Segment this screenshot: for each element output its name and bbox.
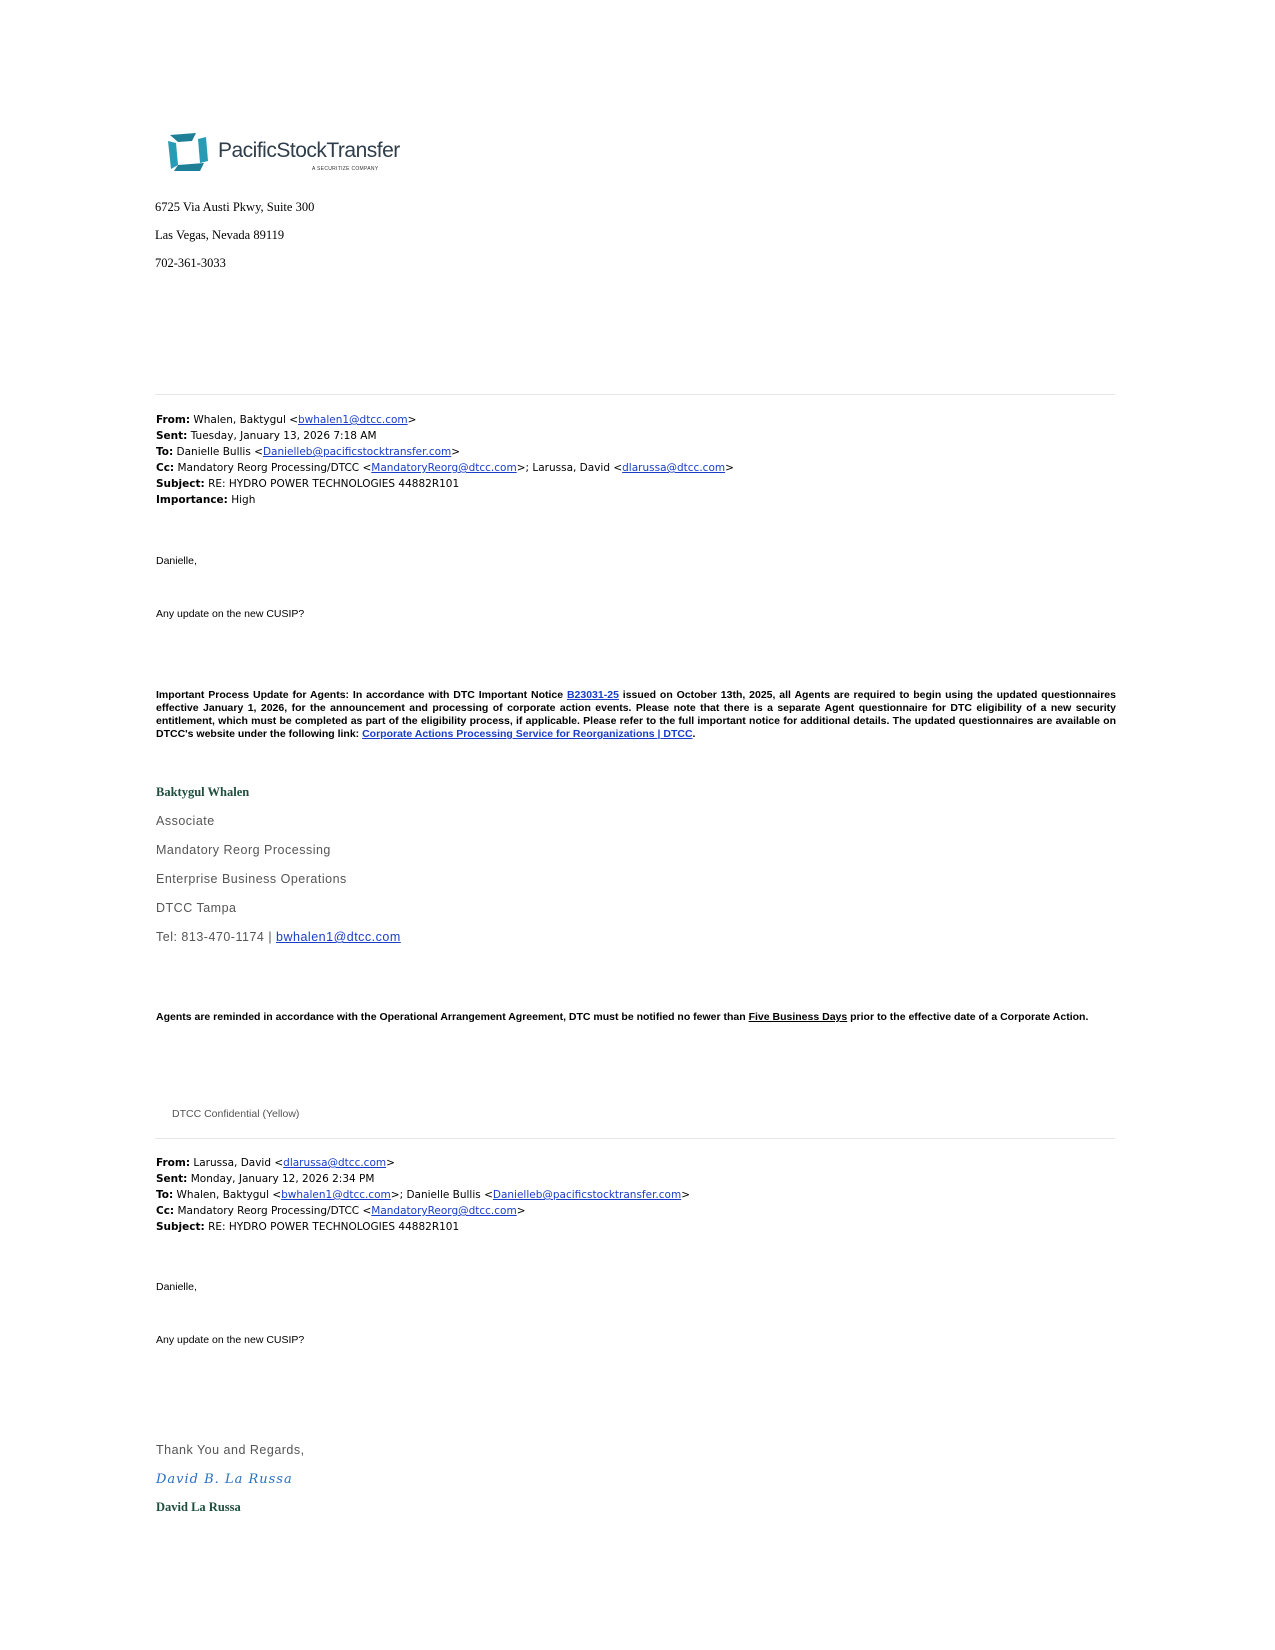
- cc-name: >; Larussa, David <: [516, 462, 623, 474]
- sent-label: Sent:: [156, 430, 188, 442]
- bracket: >: [451, 446, 461, 458]
- signature-name: David La Russa: [156, 1500, 241, 1514]
- bracket: >: [407, 414, 417, 426]
- reminder-text: prior to the effective date of a Corporate Action.: [847, 1011, 1089, 1023]
- notice-text: .: [692, 728, 696, 740]
- company-address-line2: Las Vegas, Nevada 89119: [155, 228, 285, 242]
- company-logo: [166, 131, 400, 176]
- to-name: Danielle Bullis <: [176, 446, 263, 458]
- to-email-link[interactable]: Danielleb@pacificstocktransfer.com: [262, 446, 452, 458]
- to-email-link[interactable]: Danielleb@pacificstocktransfer.com: [492, 1189, 682, 1201]
- to-label: To:: [156, 1189, 174, 1201]
- logo-subtitle: A SECURITIZE COMPANY: [312, 166, 379, 172]
- notice-link[interactable]: B23031-25: [566, 689, 619, 701]
- signature-tel: [156, 930, 401, 944]
- to-name: >; Danielle Bullis <: [390, 1189, 493, 1201]
- cc-email-link[interactable]: MandatoryReorg@dtcc.com: [371, 462, 517, 474]
- to-name: Whalen, Baktygul <: [176, 1189, 282, 1201]
- signature-dept: Mandatory Reorg Processing: [156, 843, 331, 857]
- notice-text: issued on October 13th, 2025, all Agents are required to begin using the updated questionnaires effective January 1, 2026, for the announcement and processing of corporate action events. Please note that there is a separate Agent questionnaire for DTC eligibility of a new security entitlement, which must be completed as part of the eligibility process, if applicable. Please refer to the full important notice for additional details. The updated questionnaires are available on DTCC's website under the following link:: [156, 689, 1116, 740]
- company-address-line1: 6725 Via Austi Pkwy, Suite 300: [155, 200, 315, 214]
- signature-dept: Enterprise Business Operations: [156, 872, 347, 886]
- email2-from-row: [156, 1155, 690, 1171]
- email2-sent-row: [156, 1171, 690, 1187]
- from-email-link[interactable]: bwhalen1@dtcc.com: [298, 414, 408, 426]
- sent-date: Monday, January 12, 2026 2:34 PM: [190, 1173, 375, 1185]
- bracket: >: [386, 1157, 395, 1169]
- signature-location: DTCC Tampa: [156, 901, 237, 915]
- cc-name: Mandatory Reorg Processing/DTCC <: [177, 462, 372, 474]
- reminder-underlined: Five Business Days: [748, 1011, 848, 1023]
- email2-to-row: [156, 1187, 690, 1203]
- dtcc-reorg-link[interactable]: Corporate Actions Processing Service for Reorganizations | DTCC: [362, 728, 693, 740]
- email1-sent-row: [156, 428, 734, 444]
- divider: [155, 1138, 1115, 1139]
- subject-label: Subject:: [156, 478, 205, 490]
- email1-body: Any update on the new CUSIP?: [156, 608, 305, 620]
- logo-mark-icon: [166, 131, 210, 173]
- email2-body: Any update on the new CUSIP?: [156, 1334, 305, 1346]
- subject-text: RE: HYDRO POWER TECHNOLOGIES 44882R101: [208, 478, 460, 490]
- logo-wordmark: PacificStockTransfer: [218, 139, 400, 162]
- signature-email-link[interactable]: bwhalen1@dtcc.com: [276, 930, 401, 944]
- email2-subject-row: [156, 1219, 690, 1235]
- cc-label: Cc:: [156, 462, 175, 474]
- email1-greeting: Danielle,: [156, 555, 197, 567]
- company-phone: 702-361-3033: [155, 256, 226, 270]
- signature-name: Baktygul Whalen: [156, 785, 250, 799]
- email2-greeting: Danielle,: [156, 1281, 197, 1293]
- subject-label: Subject:: [156, 1221, 205, 1233]
- classification-label: DTCC Confidential (Yellow): [172, 1108, 300, 1120]
- from-label: From:: [156, 1157, 191, 1169]
- bracket: >: [725, 462, 734, 474]
- email1-from-row: [156, 412, 734, 428]
- cc-email-link[interactable]: MandatoryReorg@dtcc.com: [371, 1205, 517, 1217]
- importance-label: Importance:: [156, 494, 228, 506]
- cc-label: Cc:: [156, 1205, 175, 1217]
- tel-text: Tel: 813-470-1174 |: [156, 930, 277, 944]
- closing-text: Thank You and Regards,: [156, 1443, 305, 1457]
- email1-subject-row: [156, 476, 734, 492]
- from-name: Larussa, David <: [193, 1157, 284, 1169]
- from-label: From:: [156, 414, 191, 426]
- reminder-notice: [156, 1011, 1116, 1024]
- to-label: To:: [156, 446, 174, 458]
- bracket: >: [516, 1205, 526, 1217]
- reminder-text: Agents are reminded in accordance with the Operational Arrangement Agreement, DTC must be notified no fewer than: [156, 1011, 749, 1023]
- email2-cc-row: [156, 1203, 690, 1219]
- divider: [155, 394, 1115, 395]
- email1-importance-row: [156, 492, 734, 508]
- bracket: >: [681, 1189, 691, 1201]
- to-email-link[interactable]: bwhalen1@dtcc.com: [281, 1189, 391, 1201]
- from-name: Whalen, Baktygul <: [193, 414, 298, 426]
- sent-date: Tuesday, January 13, 2026 7:18 AM: [190, 430, 377, 442]
- subject-text: RE: HYDRO POWER TECHNOLOGIES 44882R101: [208, 1221, 460, 1233]
- notice-text: Important Process Update for Agents: In accordance with DTC Important Notice: [156, 689, 567, 701]
- email2-header: [156, 1155, 690, 1235]
- cc-email-link[interactable]: dlarussa@dtcc.com: [622, 462, 726, 474]
- handwritten-signature: David B. La Russa: [156, 1472, 293, 1487]
- email1-cc-row: [156, 460, 734, 476]
- signature-title: Associate: [156, 814, 215, 828]
- cc-name: Mandatory Reorg Processing/DTCC <: [177, 1205, 372, 1217]
- process-update-notice: [156, 689, 1116, 741]
- email1-header: [156, 412, 734, 508]
- importance-value: High: [231, 494, 256, 506]
- sent-label: Sent:: [156, 1173, 188, 1185]
- email1-to-row: [156, 444, 734, 460]
- from-email-link[interactable]: dlarussa@dtcc.com: [283, 1157, 387, 1169]
